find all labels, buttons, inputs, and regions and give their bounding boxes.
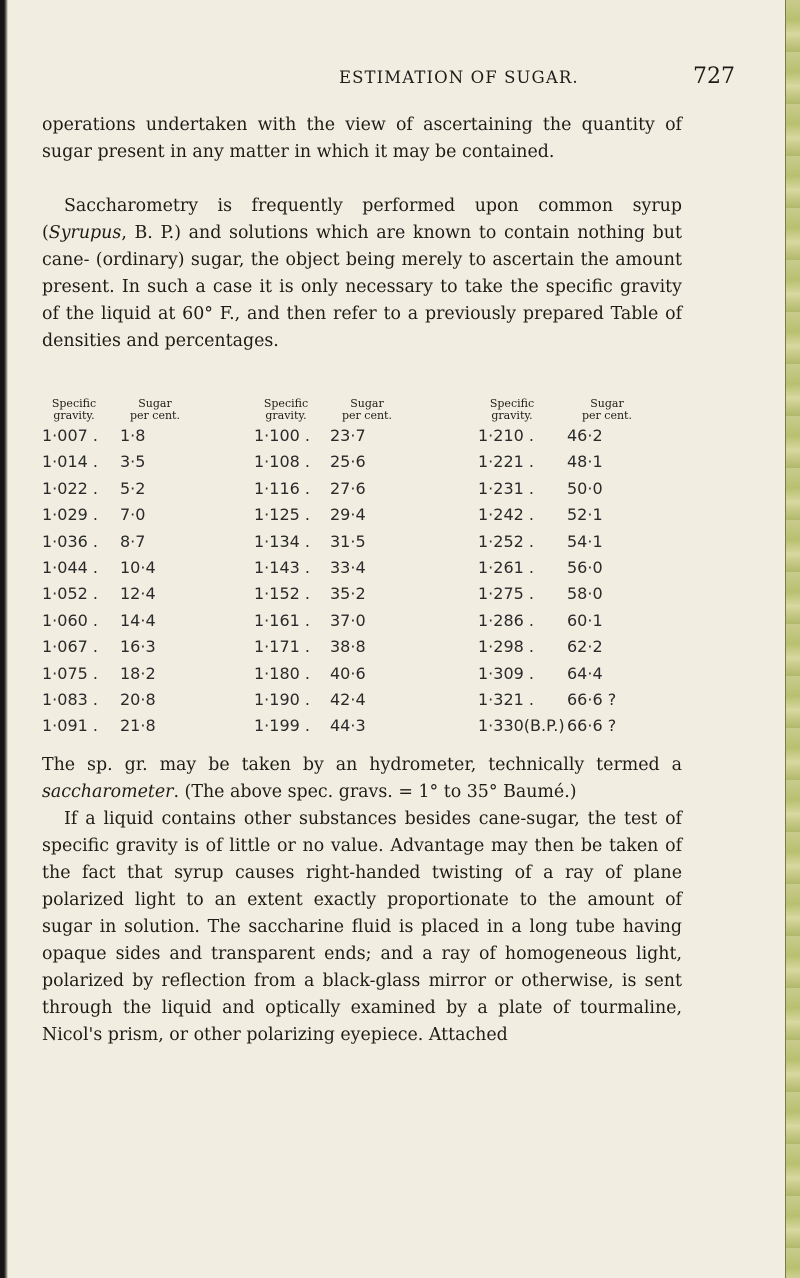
sugar-percent-cell: 66·6 ? <box>567 716 617 736</box>
page-header <box>0 66 786 96</box>
sugar-percent-cell: 5·2 <box>120 478 146 498</box>
specific-gravity-cell: 1·075 . <box>42 663 98 683</box>
column-header-6: Sugar per cent. <box>582 397 632 422</box>
table-row <box>42 584 702 610</box>
sugar-percent-cell: 42·4 <box>330 689 366 709</box>
paragraph-intro: operations undertaken with the view of ascertaining the quantity of sugar present in any matter in which it may be contained. <box>42 115 682 162</box>
density-percentage-table <box>42 398 702 743</box>
page-binding-edge <box>0 0 8 1278</box>
paragraph-hydrometer-text-a: The sp. gr. may be taken by an hydrometer, technically termed a <box>42 755 682 775</box>
sugar-percent-cell: 25·6 <box>330 452 366 472</box>
table-row <box>42 479 702 505</box>
table-row <box>42 505 702 531</box>
specific-gravity-cell: 1·210 . <box>478 426 534 445</box>
sugar-percent-cell: 52·1 <box>567 505 603 525</box>
specific-gravity-cell: 1·180 . <box>254 663 310 683</box>
specific-gravity-cell: 1·083 . <box>42 689 98 709</box>
sugar-percent-cell: 66·6 ? <box>567 689 617 709</box>
sugar-percent-cell: 20·8 <box>120 689 156 709</box>
specific-gravity-cell: 1·100 . <box>254 426 310 445</box>
saccharometer-italic: saccharometer <box>42 782 174 802</box>
sugar-percent-cell: 1·8 <box>120 426 146 445</box>
table-body <box>42 426 702 743</box>
paragraph-saccharometry <box>42 193 682 355</box>
book-cover-edge <box>785 0 800 1278</box>
sugar-percent-cell: 12·4 <box>120 584 156 604</box>
specific-gravity-cell: 1·171 . <box>254 637 310 657</box>
table-row <box>42 452 702 478</box>
specific-gravity-cell: 1·252 . <box>478 531 534 551</box>
column-header-1: Specific gravity. <box>51 397 97 422</box>
paragraph-saccharometry-text-a: Saccharometry is frequently performed upon common syrup ( <box>42 196 682 243</box>
sugar-percent-cell: 8·7 <box>120 531 146 551</box>
specific-gravity-cell: 1·044 . <box>42 557 98 577</box>
sugar-percent-cell: 46·2 <box>567 426 603 445</box>
sugar-percent-cell: 3·5 <box>120 452 146 472</box>
table-row <box>42 690 702 716</box>
paragraph-hydrometer-text-b: . (The above spec. gravs. = 1° to 35° Baumé.) <box>173 782 577 802</box>
table-row <box>42 558 702 584</box>
specific-gravity-cell: 1·190 . <box>254 689 310 709</box>
sugar-percent-cell: 56·0 <box>567 557 603 577</box>
specific-gravity-cell: 1·330(B.P.) <box>478 716 565 736</box>
specific-gravity-cell: 1·060 . <box>42 610 98 630</box>
table-row <box>42 664 702 690</box>
sugar-percent-cell: 37·0 <box>330 610 366 630</box>
table-row <box>42 716 702 742</box>
specific-gravity-cell: 1·125 . <box>254 505 310 525</box>
paragraph-hydrometer <box>42 752 682 806</box>
sugar-percent-cell: 21·8 <box>120 716 156 736</box>
sugar-percent-cell: 38·8 <box>330 637 366 657</box>
page-number: 727 <box>693 64 735 89</box>
sugar-percent-cell: 16·3 <box>120 637 156 657</box>
sugar-percent-cell: 54·1 <box>567 531 603 551</box>
specific-gravity-cell: 1·309 . <box>478 663 534 683</box>
specific-gravity-cell: 1·091 . <box>42 716 98 736</box>
specific-gravity-cell: 1·108 . <box>254 452 310 472</box>
table-row <box>42 532 702 558</box>
table-row <box>42 637 702 663</box>
sugar-percent-cell: 27·6 <box>330 478 366 498</box>
specific-gravity-cell: 1·321 . <box>478 689 534 709</box>
specific-gravity-cell: 1·152 . <box>254 584 310 604</box>
sugar-percent-cell: 33·4 <box>330 557 366 577</box>
paragraph-polarized-light: If a liquid contains other substances besides cane-sugar, the test of specific gravity is of little or no value. Advantage may then be taken of the fact that syrup causes right-handed twisting of a ray of plane polarized light to an extent exactly proportionate to the amount of sugar in solution. The saccharine fluid is placed in a long tube having opaque sides and transparent ends; and a ray of homogeneous light, polarized by reflection from a black-glass mirror or otherwise, is sent through the liquid and optically examined by a plate of tourmaline, Nicol's prism, or other polarizing eyepiece. Attached <box>42 809 682 1045</box>
specific-gravity-cell: 1·261 . <box>478 557 534 577</box>
column-header-3: Specific gravity. <box>263 397 309 422</box>
column-header-4: Sugar per cent. <box>342 397 392 422</box>
specific-gravity-cell: 1·116 . <box>254 478 310 498</box>
sugar-percent-cell: 7·0 <box>120 505 146 525</box>
specific-gravity-cell: 1·029 . <box>42 505 98 525</box>
table-header-row <box>42 398 702 426</box>
sugar-percent-cell: 60·1 <box>567 610 603 630</box>
specific-gravity-cell: 1·199 . <box>254 716 310 736</box>
specific-gravity-cell: 1·143 . <box>254 557 310 577</box>
sugar-percent-cell: 31·5 <box>330 531 366 551</box>
specific-gravity-cell: 1·275 . <box>478 584 534 604</box>
specific-gravity-cell: 1·231 . <box>478 478 534 498</box>
specific-gravity-cell: 1·052 . <box>42 584 98 604</box>
specific-gravity-cell: 1·134 . <box>254 531 310 551</box>
sugar-percent-cell: 23·7 <box>330 426 366 445</box>
specific-gravity-cell: 1·298 . <box>478 637 534 657</box>
sugar-percent-cell: 48·1 <box>567 452 603 472</box>
sugar-percent-cell: 10·4 <box>120 557 156 577</box>
specific-gravity-cell: 1·067 . <box>42 637 98 657</box>
sugar-percent-cell: 44·3 <box>330 716 366 736</box>
sugar-percent-cell: 64·4 <box>567 663 603 683</box>
specific-gravity-cell: 1·286 . <box>478 610 534 630</box>
column-header-5: Specific gravity. <box>489 397 535 422</box>
running-title: ESTIMATION OF SUGAR. <box>339 68 579 87</box>
sugar-percent-cell: 62·2 <box>567 637 603 657</box>
specific-gravity-cell: 1·022 . <box>42 478 98 498</box>
sugar-percent-cell: 18·2 <box>120 663 156 683</box>
specific-gravity-cell: 1·014 . <box>42 452 98 472</box>
column-header-2: Sugar per cent. <box>130 397 180 422</box>
sugar-percent-cell: 14·4 <box>120 610 156 630</box>
specific-gravity-cell: 1·007 . <box>42 426 98 445</box>
specific-gravity-cell: 1·242 . <box>478 505 534 525</box>
sugar-percent-cell: 50·0 <box>567 478 603 498</box>
sugar-percent-cell: 35·2 <box>330 584 366 604</box>
sugar-percent-cell: 58·0 <box>567 584 603 604</box>
table-row <box>42 611 702 637</box>
paragraph-saccharometry-text-b: , B. P.) and solutions which are known to contain nothing but cane- (ordinary) sugar, the object being merely to ascertain the amount present. In such a case it is only necessary to take the specific gravity of the liquid at 60° F., and then refer to a previously prepared Table of densities and percentages. <box>42 223 682 351</box>
syrupus-italic: Syrupus <box>48 223 122 243</box>
sugar-percent-cell: 29·4 <box>330 505 366 525</box>
specific-gravity-cell: 1·036 . <box>42 531 98 551</box>
table-row <box>42 426 702 452</box>
specific-gravity-cell: 1·161 . <box>254 610 310 630</box>
specific-gravity-cell: 1·221 . <box>478 452 534 472</box>
sugar-percent-cell: 40·6 <box>330 663 366 683</box>
